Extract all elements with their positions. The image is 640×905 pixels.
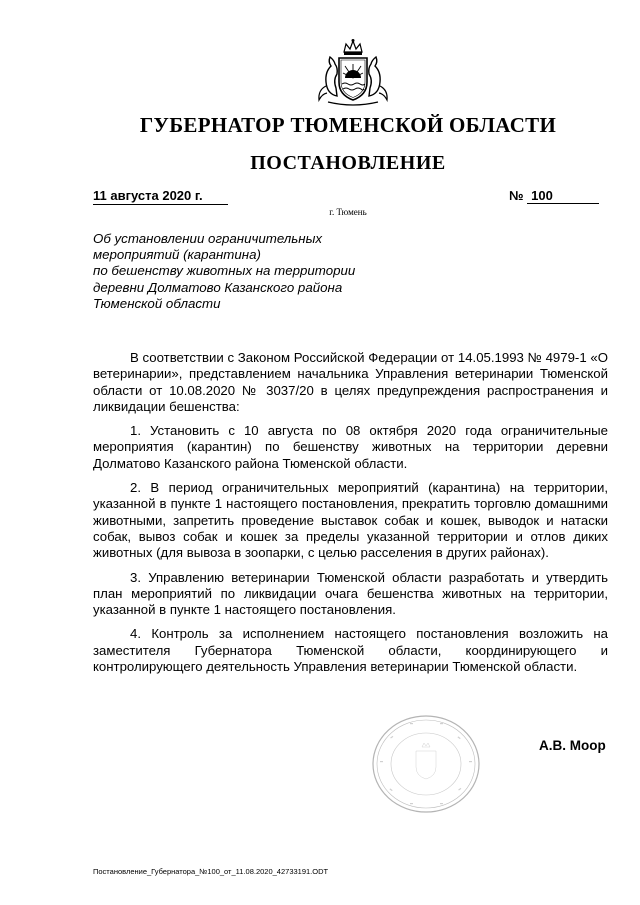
document-type-title: ПОСТАНОВЛЕНИЕ [250,152,446,174]
body-paragraph-item-3: 3. Управлению ветеринарии Тюменской области разработать и утвердить план мероприятий по ликвидации очага бешенства животных на территории, указанной в пункте 1 настоящего постановления. [93,569,608,618]
document-number: 100 [527,188,599,204]
document-date: 11 августа 2020 г. [93,188,228,205]
number-sign: № [509,188,524,203]
authority-title: ГУБЕРНАТОР ТЮМЕНСКОЙ ОБЛАСТИ [139,113,557,137]
subject-line: по бешенству животных на территории [93,263,356,279]
signatory-name: А.В. Моор [539,738,606,753]
document-body [93,350,608,683]
subject-line: Об установлении ограничительных [93,231,323,246]
body-paragraph-preamble: В соответствии с Законом Российской Федерации от 14.05.1993 № 4979-1 «О ветеринарии», представлением начальника Управления ветеринарии Тюменской области от 10.08.2020 № 3037/20 в целях предупреждения распространения и ликвидации бешенства: [93,350,608,414]
document-city: г. Тюмень [329,207,367,217]
subject-line: Тюменской области [93,295,221,311]
subject-line: мероприятий (карантина) [93,247,261,263]
footer-filename: Постановление_Губернатора_№100_от_11.08.2020_42733191.ODT [93,867,329,876]
body-paragraph-item-1: 1. Установить с 10 августа по 08 октября 2020 года ограничительные мероприятия (карантин) по бешенству животных на территории деревни Долматово Казанского района Тюменской области. [93,423,608,471]
body-paragraph-item-2: 2. В период ограничительных мероприятий (карантина) на территории, указанной в пункте 1 настоящего постановления, прекратить торговлю домашними животными, запретить проведение выставок собак и кошек, выводок и натаски собак, вывоз собак и кошек за пределы указанной территории и отлов диких животных (для вывоза в зоопарки, с целью расселения в других районах). [93,480,608,561]
document-number-block [509,188,599,204]
document-subject [93,231,393,312]
coat-of-arms-icon [310,38,396,110]
body-paragraph-item-4: 4. Контроль за исполнением настоящего постановления возложить на заместителя Губернатора Тюменской области, координирующего и контролирующего деятельность Управления ветеринарии Тюменской области. [93,626,608,675]
official-seal-icon [370,713,482,815]
subject-line: деревни Долматово Казанского района [93,279,343,295]
